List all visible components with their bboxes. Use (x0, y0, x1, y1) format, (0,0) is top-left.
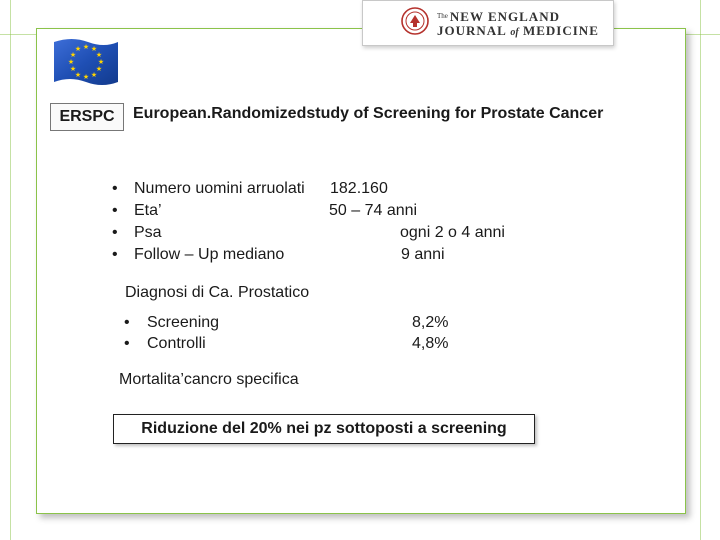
svg-text:★: ★ (67, 58, 75, 66)
list-item (124, 335, 464, 356)
result-callout: Riduzione del 20% nei pz sottoposti a screening (113, 414, 535, 444)
svg-text:★: ★ (97, 58, 105, 66)
svg-text:★: ★ (90, 45, 98, 53)
study-stats-list (112, 180, 552, 268)
nejm-logo (362, 0, 614, 46)
decorative-line-left (10, 0, 11, 540)
bullet: • (112, 246, 118, 263)
eu-flag-icon (52, 36, 120, 88)
diagnosis-list (124, 314, 464, 356)
study-acronym: ERSPC (50, 103, 124, 131)
stat-value: 50 – 74 anni (329, 202, 418, 219)
decorative-line-right (700, 0, 701, 540)
svg-text:★: ★ (82, 43, 90, 51)
list-item (112, 224, 552, 246)
list-item (112, 202, 552, 224)
svg-text:★: ★ (69, 51, 77, 59)
bullet: • (124, 314, 130, 331)
bullet: • (112, 224, 118, 241)
mortality-heading: Mortalita’cancro specifica (119, 371, 299, 388)
nejm-seal-icon (401, 7, 429, 35)
bullet: • (112, 202, 118, 219)
list-item (112, 246, 552, 268)
svg-text:★: ★ (82, 73, 90, 81)
list-item (124, 314, 464, 335)
diagnosis-value: 4,8% (412, 335, 449, 352)
diagnosis-heading: Diagnosi di Ca. Prostatico (125, 284, 310, 301)
stat-label: Psa (134, 224, 162, 241)
svg-text:★: ★ (74, 71, 82, 79)
nejm-logo-line2: JOURNAL of MEDICINE (437, 23, 599, 38)
diagnosis-value: 8,2% (412, 314, 449, 331)
stat-value: 9 anni (401, 246, 445, 263)
bullet: • (124, 335, 130, 352)
stat-label: Follow – Up mediano (134, 246, 285, 263)
stat-value: ogni 2 o 4 anni (400, 224, 505, 241)
svg-text:★: ★ (90, 71, 98, 79)
stat-label: Eta’ (134, 202, 162, 219)
list-item (112, 180, 552, 202)
study-title: European.Randomizedstudy of Screening for Prostate Cancer (133, 105, 604, 122)
diagnosis-label: Screening (147, 314, 220, 331)
nejm-logo-line1: $^{The}$ NEW ENGLAND (437, 9, 560, 24)
stat-value: 182.160 (330, 180, 388, 197)
svg-text:★: ★ (95, 51, 103, 59)
svg-text:★: ★ (95, 65, 103, 73)
bullet: • (112, 180, 118, 197)
stat-label: Numero uomini arruolati (134, 180, 305, 197)
svg-text:★: ★ (69, 65, 77, 73)
svg-text:★: ★ (74, 45, 82, 53)
diagnosis-label: Controlli (147, 335, 206, 352)
